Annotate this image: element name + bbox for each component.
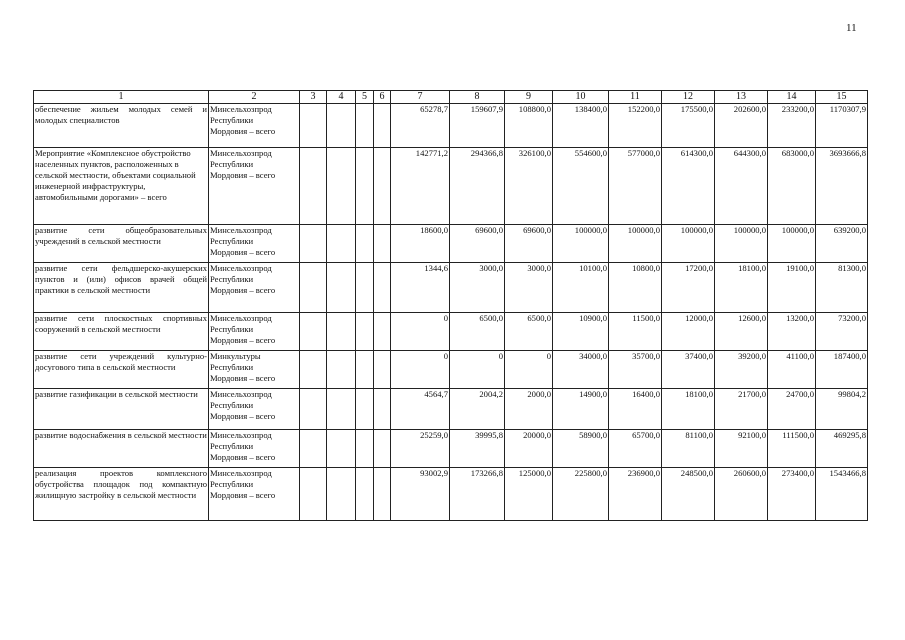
executor: Минсельхозпрод Республики Мордовия – всего [209,104,300,148]
value-cell: 142771,2 [391,148,450,225]
value-cell: 11500,0 [609,313,662,351]
activity-name: развитие сети учреждений культурно-досугового типа в сельской местности [34,351,209,389]
value-cell: 6500,0 [505,313,553,351]
total-cell: 639200,0 [816,225,868,263]
value-cell: 25259,0 [391,430,450,468]
value-cell: 2000,0 [505,389,553,430]
value-cell: 644300,0 [715,148,768,225]
value-cell: 326100,0 [505,148,553,225]
activity-name: Мероприятие «Комплексное обустройство населенных пунктов, расположенных в сельской местности, объектами социальной инженерной инфраструктуры, автомобильными дорогами» – всего [34,148,209,225]
empty-cell [356,389,374,430]
empty-cell [327,468,356,521]
value-cell: 37400,0 [662,351,715,389]
value-cell: 202600,0 [715,104,768,148]
value-cell: 81100,0 [662,430,715,468]
table-row [34,225,868,263]
value-cell: 10900,0 [553,313,609,351]
value-cell: 24700,0 [768,389,816,430]
empty-cell [374,263,391,313]
value-cell: 69600,0 [505,225,553,263]
value-cell: 100000,0 [662,225,715,263]
empty-cell [374,104,391,148]
value-cell: 93002,9 [391,468,450,521]
empty-cell [327,430,356,468]
activity-name: развитие газификации в сельской местности [34,389,209,430]
value-cell: 19100,0 [768,263,816,313]
total-cell: 3693666,8 [816,148,868,225]
value-cell: 35700,0 [609,351,662,389]
value-cell: 16400,0 [609,389,662,430]
column-header: 10 [553,91,609,104]
value-cell: 683000,0 [768,148,816,225]
table-row [34,313,868,351]
value-cell: 111500,0 [768,430,816,468]
column-header: 3 [300,91,327,104]
value-cell: 39200,0 [715,351,768,389]
empty-cell [300,389,327,430]
value-cell: 225800,0 [553,468,609,521]
empty-cell [374,225,391,263]
value-cell: 39995,8 [450,430,505,468]
empty-cell [356,148,374,225]
table-row [34,389,868,430]
column-header: 5 [356,91,374,104]
value-cell: 21700,0 [715,389,768,430]
value-cell: 2004,2 [450,389,505,430]
column-header: 15 [816,91,868,104]
column-header: 8 [450,91,505,104]
executor: Минкультуры Республики Мордовия – всего [209,351,300,389]
empty-cell [327,389,356,430]
column-header: 13 [715,91,768,104]
empty-cell [300,104,327,148]
activity-name: развитие сети общеобразовательных учреждений в сельской местности [34,225,209,263]
value-cell: 65278,7 [391,104,450,148]
table-row [34,263,868,313]
column-header: 9 [505,91,553,104]
empty-cell [327,225,356,263]
value-cell: 100000,0 [609,225,662,263]
empty-cell [327,313,356,351]
empty-cell [356,225,374,263]
column-header: 7 [391,91,450,104]
column-header: 12 [662,91,715,104]
empty-cell [327,148,356,225]
column-header: 11 [609,91,662,104]
header-row [34,91,868,104]
empty-cell [374,351,391,389]
value-cell: 4564,7 [391,389,450,430]
empty-cell [356,468,374,521]
empty-cell [374,468,391,521]
value-cell: 0 [450,351,505,389]
value-cell: 175500,0 [662,104,715,148]
value-cell: 18600,0 [391,225,450,263]
total-cell: 469295,8 [816,430,868,468]
executor: Минсельхозпрод Республики Мордовия – всего [209,263,300,313]
value-cell: 138400,0 [553,104,609,148]
empty-cell [300,468,327,521]
value-cell: 614300,0 [662,148,715,225]
executor: Минсельхозпрод Республики Мордовия – всего [209,148,300,225]
empty-cell [374,430,391,468]
value-cell: 108800,0 [505,104,553,148]
empty-cell [374,313,391,351]
value-cell: 294366,8 [450,148,505,225]
empty-cell [300,148,327,225]
total-cell: 187400,0 [816,351,868,389]
value-cell: 34000,0 [553,351,609,389]
total-cell: 1170307,9 [816,104,868,148]
table-row [34,468,868,521]
executor: Минсельхозпрод Республики Мордовия – всего [209,468,300,521]
empty-cell [300,263,327,313]
value-cell: 260600,0 [715,468,768,521]
value-cell: 92100,0 [715,430,768,468]
value-cell: 577000,0 [609,148,662,225]
executor: Минсельхозпрод Республики Мордовия – всего [209,313,300,351]
value-cell: 273400,0 [768,468,816,521]
empty-cell [356,313,374,351]
value-cell: 69600,0 [450,225,505,263]
empty-cell [300,430,327,468]
value-cell: 100000,0 [553,225,609,263]
activity-name: обеспечение жильем молодых семей и молодых специалистов [34,104,209,148]
value-cell: 3000,0 [505,263,553,313]
value-cell: 0 [391,313,450,351]
value-cell: 1344,6 [391,263,450,313]
value-cell: 58900,0 [553,430,609,468]
value-cell: 248500,0 [662,468,715,521]
value-cell: 554600,0 [553,148,609,225]
executor: Минсельхозпрод Республики Мордовия – всего [209,430,300,468]
value-cell: 65700,0 [609,430,662,468]
empty-cell [374,148,391,225]
column-header: 6 [374,91,391,104]
value-cell: 12600,0 [715,313,768,351]
executor: Минсельхозпрод Республики Мордовия – всего [209,225,300,263]
value-cell: 18100,0 [715,263,768,313]
table-row [34,148,868,225]
empty-cell [300,313,327,351]
empty-cell [356,104,374,148]
total-cell: 81300,0 [816,263,868,313]
value-cell: 20000,0 [505,430,553,468]
empty-cell [327,104,356,148]
table-row [34,104,868,148]
empty-cell [327,263,356,313]
empty-cell [300,225,327,263]
value-cell: 10100,0 [553,263,609,313]
activity-name: реализация проектов комплексного обустройства площадок под компактную жилищную застройку в сельской местности [34,468,209,521]
value-cell: 0 [505,351,553,389]
column-header: 4 [327,91,356,104]
activity-name: развитие сети плоскостных спортивных сооружений в сельской местности [34,313,209,351]
value-cell: 3000,0 [450,263,505,313]
total-cell: 99804,2 [816,389,868,430]
value-cell: 236900,0 [609,468,662,521]
table-row [34,430,868,468]
activity-name: развитие сети фельдшерско-акушерских пунктов и (или) офисов врачей общей практики в сельской местности [34,263,209,313]
budget-table [33,90,868,521]
empty-cell [300,351,327,389]
empty-cell [356,430,374,468]
value-cell: 100000,0 [715,225,768,263]
value-cell: 18100,0 [662,389,715,430]
value-cell: 173266,8 [450,468,505,521]
value-cell: 12000,0 [662,313,715,351]
empty-cell [356,263,374,313]
value-cell: 10800,0 [609,263,662,313]
value-cell: 100000,0 [768,225,816,263]
value-cell: 14900,0 [553,389,609,430]
total-cell: 73200,0 [816,313,868,351]
column-header: 14 [768,91,816,104]
value-cell: 159607,9 [450,104,505,148]
value-cell: 13200,0 [768,313,816,351]
empty-cell [374,389,391,430]
empty-cell [356,351,374,389]
value-cell: 125000,0 [505,468,553,521]
value-cell: 6500,0 [450,313,505,351]
value-cell: 17200,0 [662,263,715,313]
column-header: 1 [34,91,209,104]
table-row [34,351,868,389]
empty-cell [327,351,356,389]
executor: Минсельхозпрод Республики Мордовия – всего [209,389,300,430]
value-cell: 233200,0 [768,104,816,148]
value-cell: 41100,0 [768,351,816,389]
value-cell: 152200,0 [609,104,662,148]
activity-name: развитие водоснабжения в сельской местности [34,430,209,468]
value-cell: 0 [391,351,450,389]
page-number: 11 [846,22,857,34]
column-header: 2 [209,91,300,104]
total-cell: 1543466,8 [816,468,868,521]
